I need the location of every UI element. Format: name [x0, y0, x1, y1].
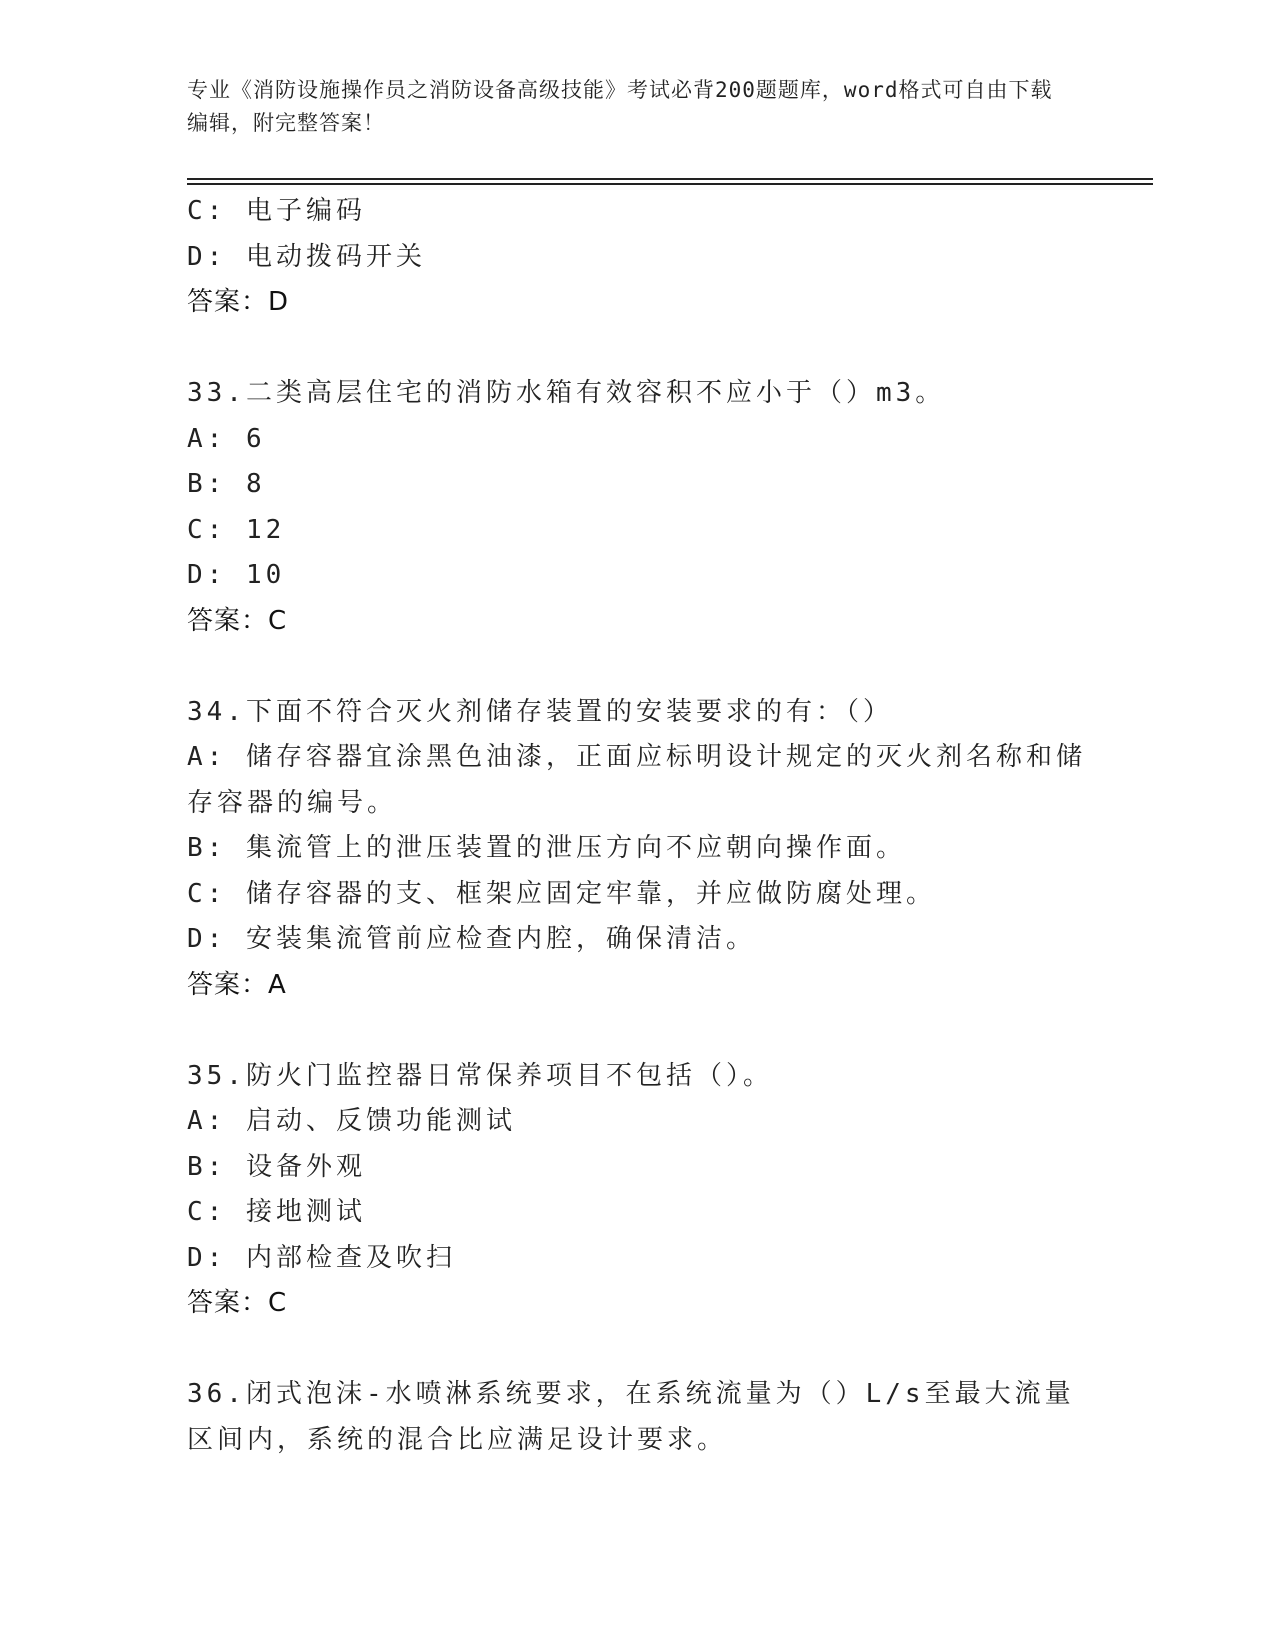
answer-line: 答案：A [187, 969, 287, 1000]
document-header [187, 74, 1067, 140]
answer-line: 答案：C [187, 605, 288, 636]
spacer [187, 326, 1087, 372]
option-d: D: 电动拨码开关 [187, 241, 426, 272]
option-b: B: 设备外观 [187, 1151, 366, 1182]
option-c: C: 接地测试 [187, 1197, 366, 1227]
option-a: A: 储存容器宜涂黑色油漆，正面应标明设计规定的灭火剂名称和储存容器的编号。 [187, 742, 1086, 818]
question-stem: 36.闭式泡沫-水喷淋系统要求，在系统流量为（）L/s至最大流量区间内，系统的混合比应满足设计要求。 [187, 1379, 1075, 1455]
question-34 [187, 690, 1087, 1009]
spacer [187, 1008, 1087, 1054]
header-divider-bottom [187, 183, 1153, 185]
question-stem: 34.下面不符合灭火剂储存装置的安装要求的有：（） [187, 696, 893, 727]
question-32-continued [187, 189, 1087, 326]
question-36 [187, 1372, 1087, 1463]
header-divider-top [187, 178, 1153, 180]
question-stem: 35.防火门监控器日常保养项目不包括（）。 [187, 1060, 773, 1091]
answer-line: 答案：D [187, 287, 290, 317]
spacer [187, 1327, 1087, 1373]
question-35 [187, 1054, 1087, 1327]
option-d: D: 安装集流管前应检查内腔，确保清洁。 [187, 924, 756, 954]
answer-line: 答案：C [187, 1288, 288, 1318]
spacer [187, 644, 1087, 690]
option-d: D: 内部检查及吹扫 [187, 1242, 456, 1273]
option-c: C: 12 [187, 514, 286, 545]
question-stem: 33.二类高层住宅的消防水箱有效容积不应小于（）m3。 [187, 378, 946, 408]
option-a: A: 6 [187, 423, 266, 454]
option-a: A: 启动、反馈功能测试 [187, 1106, 516, 1136]
header-text: 专业《消防设施操作员之消防设备高级技能》考试必背200题题库，word格式可自由下载编辑，附完整答案！ [187, 78, 1053, 135]
document-body [187, 189, 1087, 1463]
question-33 [187, 371, 1087, 644]
option-c: C: 储存容器的支、框架应固定牢靠，并应做防腐处理。 [187, 878, 936, 909]
option-d: D: 10 [187, 560, 286, 590]
option-b: B: 集流管上的泄压装置的泄压方向不应朝向操作面。 [187, 833, 906, 863]
option-b: B: 8 [187, 469, 266, 499]
option-c: C: 电子编码 [187, 196, 366, 226]
